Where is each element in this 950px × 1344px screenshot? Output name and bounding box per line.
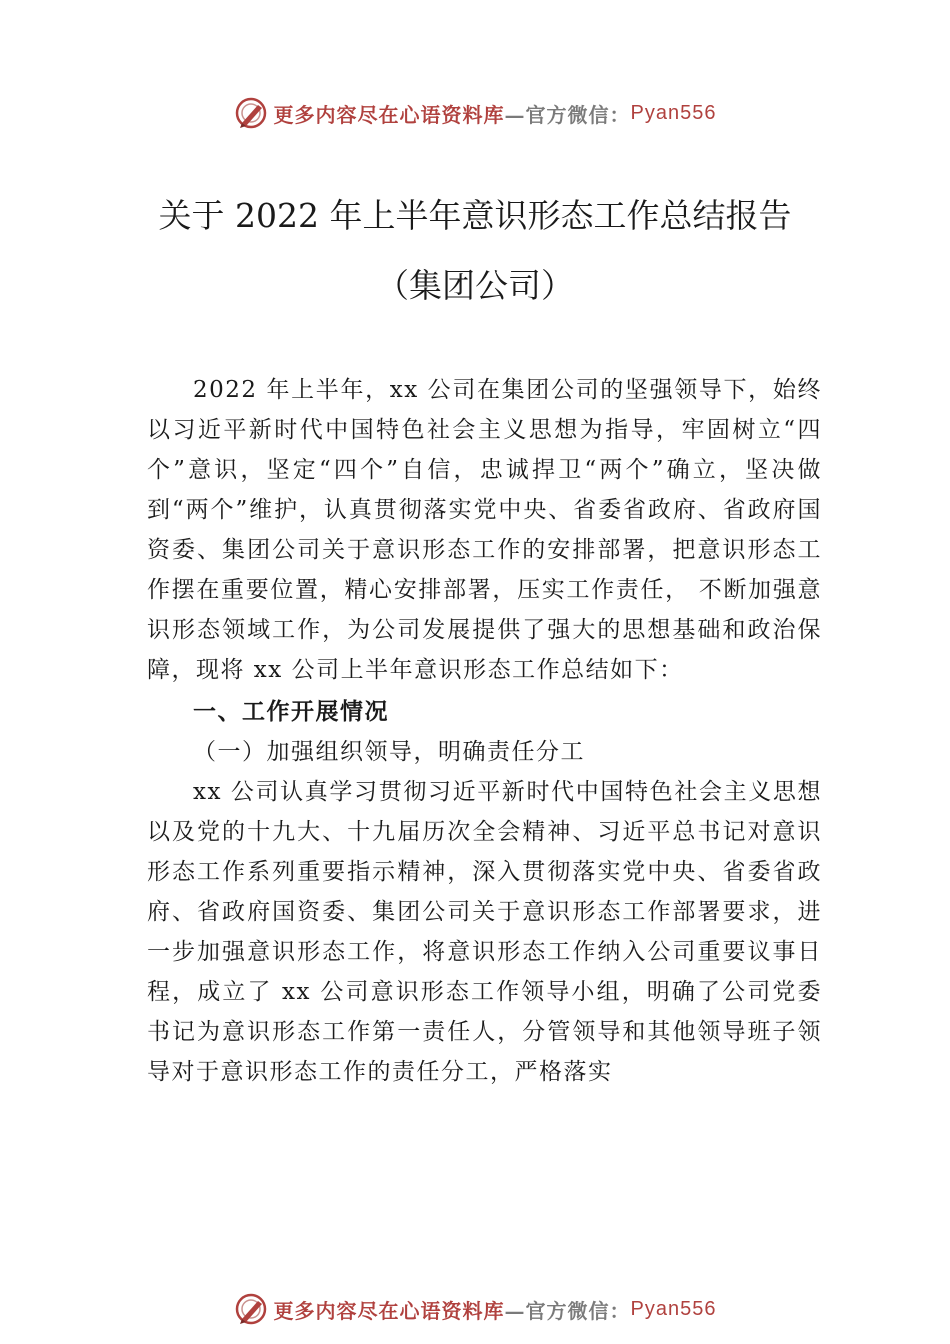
pen-logo-icon: [234, 96, 268, 130]
footer-text-red: 更多内容尽在心语资料库: [273, 1298, 505, 1323]
pen-logo-icon: [234, 1292, 268, 1326]
subsection-paragraph: xx 公司认真学习贯彻习近平新时代中国特色社会主义思想以及党的十九大、十九届历次全会精神、习近平总书记对意识形态工作系列重要指示精神，深入贯彻落实党中央、省委省政府、省政府国资委、集团公司关于意识形态工作部署要求，进一步加强意识形态工作，将意识形态工作纳入公司重要议事日程，成立了 xx 公司意识形态工作领导小组，明确了公司党委书记为意识形态工作第一责任人，分管领导和其他领导班子领导对于意识形态工作的责任分工，严格落实: [147, 779, 822, 1085]
banner-wechat-id: Pyan556: [630, 101, 717, 124]
banner-text-gray: —官方微信：: [504, 102, 631, 127]
footer-banner: [0, 1289, 950, 1329]
document-body: [147, 370, 822, 1092]
header-banner: [0, 93, 950, 133]
document-title: 关于 2022 年上半年意识形态工作总结报告: [158, 196, 792, 235]
section-heading: 一、工作开展情况: [193, 699, 389, 725]
intro-paragraph: 2022 年上半年，xx 公司在集团公司的坚强领导下，始终以习近平新时代中国特色社会主义思想为指导，牢固树立“四个”意识，坚定“四个”自信，忠诚捍卫“两个”确立，坚决做到“两个”维护，认真贯彻落实党中央、省委省政府、省政府国资委、集团公司关于意识形态工作的安排部署，把意识形态工作摆在重要位置，精心安排部署，压实工作责任， 不断加强意识形态领域工作，为公司发展提供了强大的思想基础和政治保障，现将 xx 公司上半年意识形态工作总结如下：: [147, 377, 822, 683]
document-subtitle: （集团公司）: [376, 266, 574, 305]
footer-wechat-id: Pyan556: [630, 1297, 717, 1320]
banner-text-red: 更多内容尽在心语资料库: [273, 102, 505, 127]
subsection-heading: （一）加强组织领导，明确责任分工: [193, 739, 585, 765]
footer-text-gray: —官方微信：: [504, 1298, 631, 1323]
